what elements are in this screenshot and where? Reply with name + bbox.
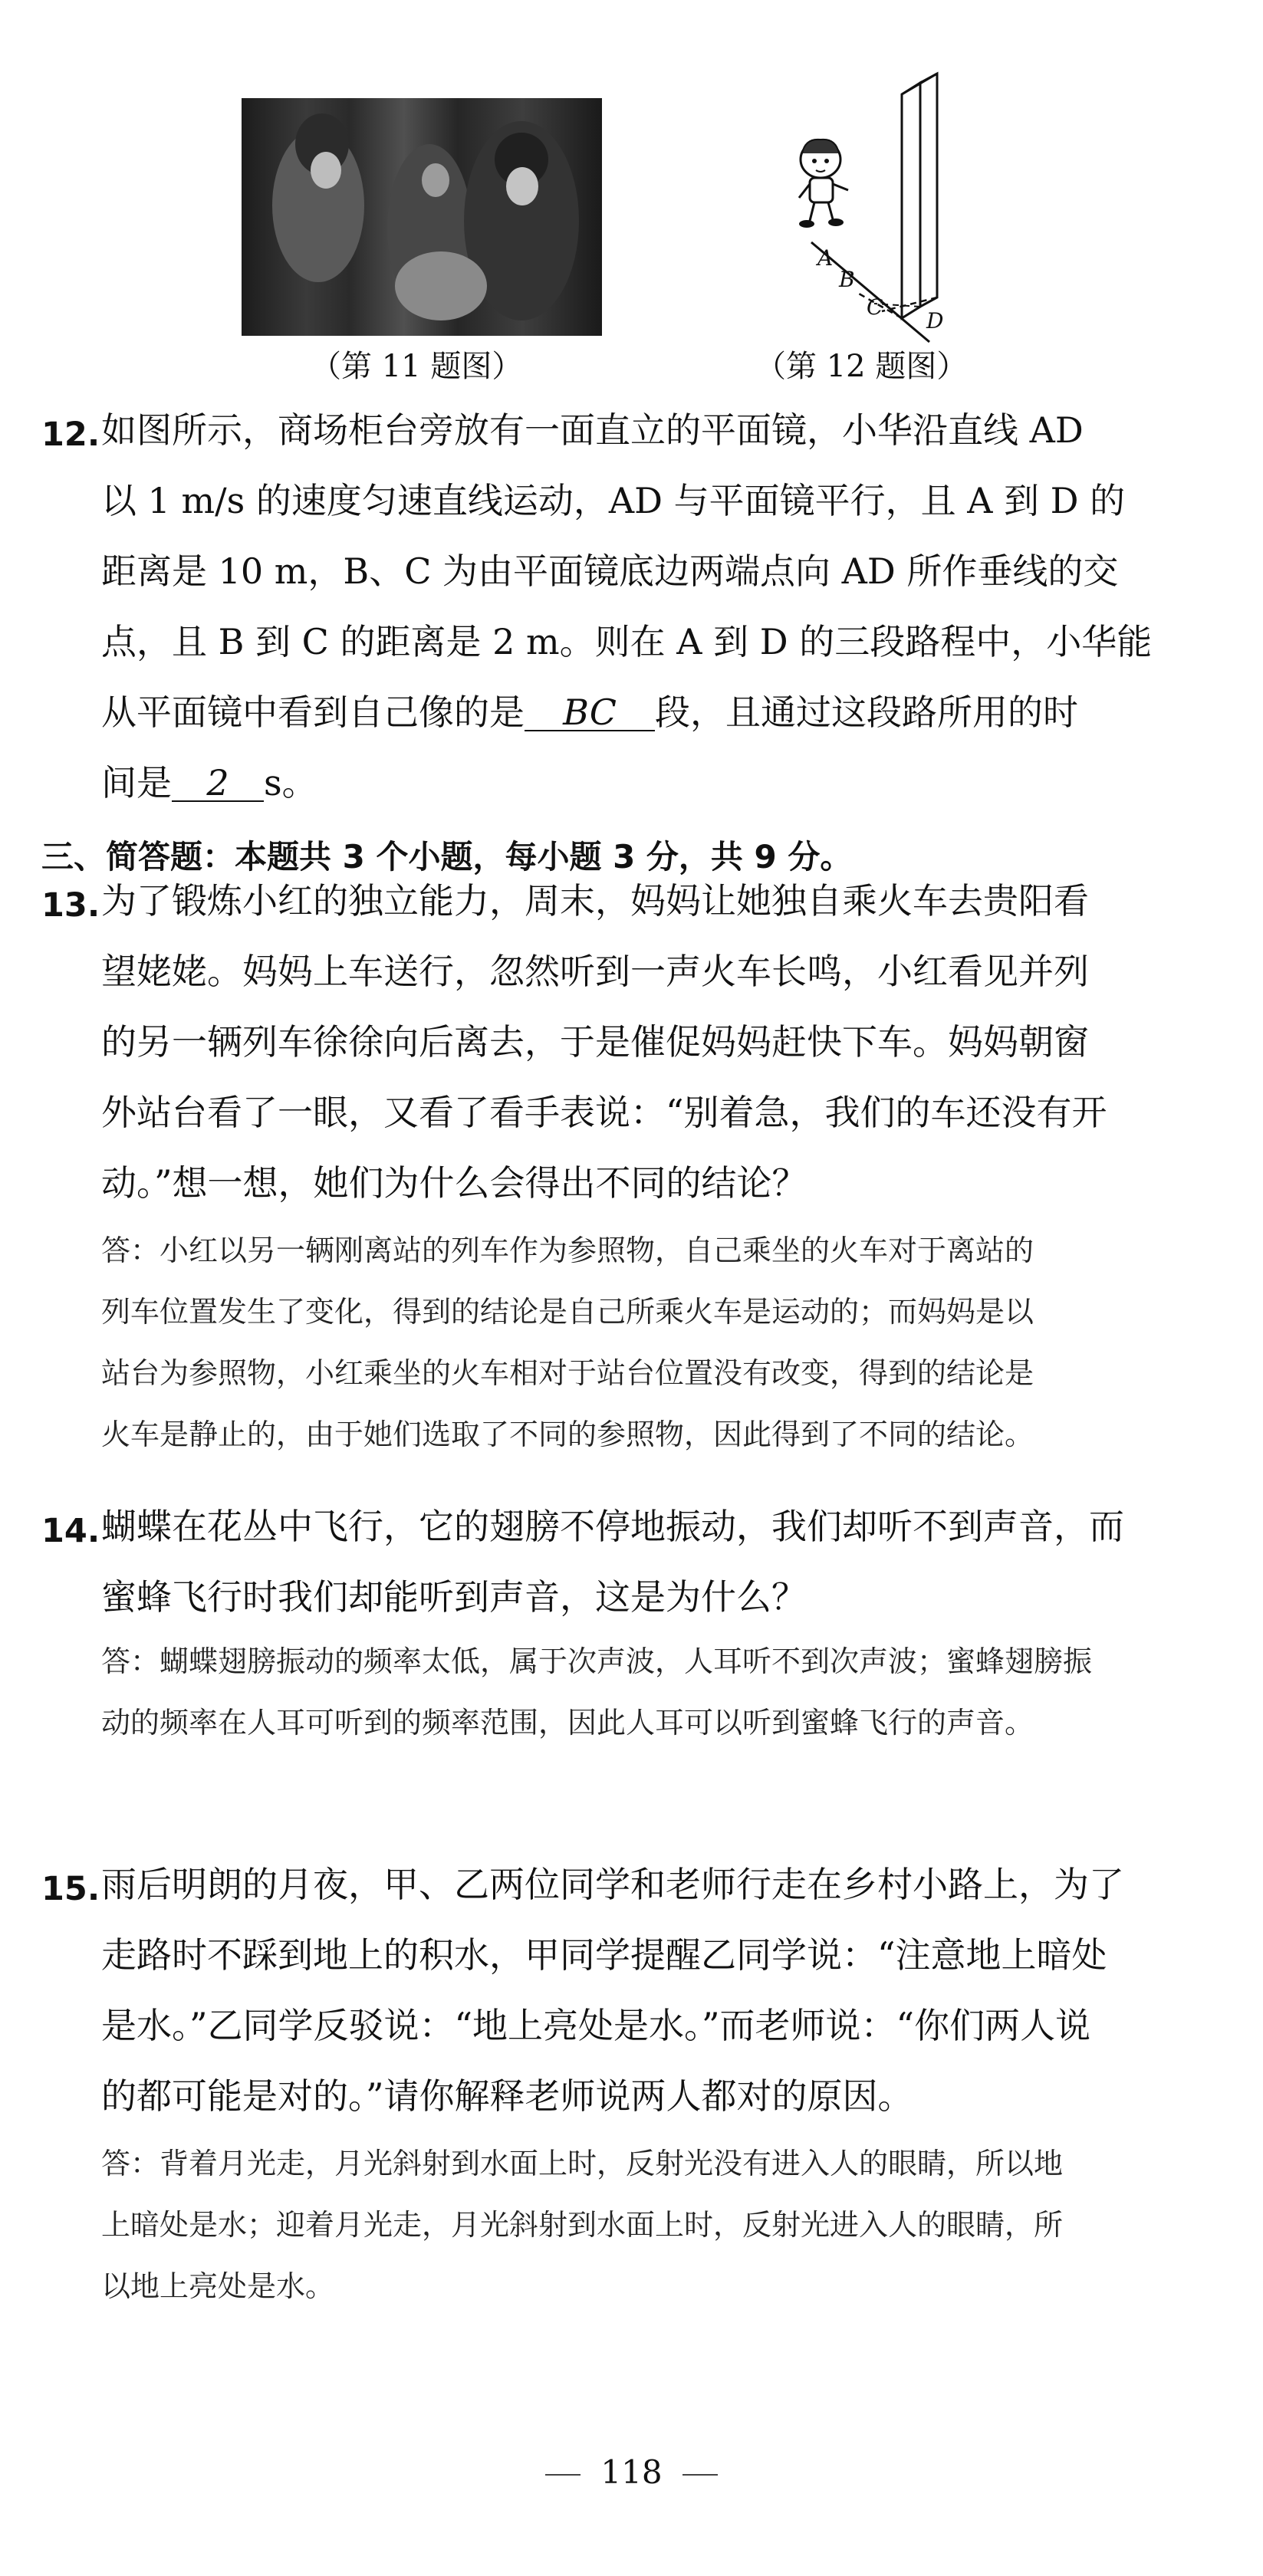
boy-figure [799, 140, 848, 228]
question-text-line: 雨后明朗的月夜，甲、乙两位同学和老师行走在乡村小路上，为了 [101, 1864, 1124, 1905]
question-number: 12. [41, 416, 100, 454]
question-text-line: 为了锻炼小红的独立能力，周末，妈妈让她独自乘火车去贵阳看 [101, 880, 1089, 922]
question-text-line [101, 762, 317, 803]
answer-blank: 2 [172, 765, 264, 802]
fig12-diagram [759, 67, 989, 351]
answer-line: 答：小红以另一辆刚离站的列车作为参照物，自己乘坐的火车对于离站的 [101, 1234, 1034, 1267]
question-text-line: 蝴蝶在花丛中飞行，它的翅膀不停地振动，我们却听不到声音，而 [101, 1506, 1124, 1547]
question-text-line [101, 692, 1078, 733]
text-segment: 段，且通过这段路所用的时 [655, 692, 1078, 733]
text-segment: 间是 [101, 762, 172, 803]
question-text-line: 距离是 10 m，B、C 为由平面镜底边两端点向 AD 所作垂线的交 [101, 550, 1119, 592]
answer-line: 答：背着月光走，月光斜射到水面上时，反射光没有进入人的眼睛，所以地 [101, 2147, 1064, 2180]
question-text-line: 如图所示，商场柜台旁放有一面直立的平面镜，小华沿直线 AD [101, 409, 1084, 451]
page-number-dash [682, 2474, 718, 2476]
answer-line: 列车位置发生了变化，得到的结论是自己所乘火车是运动的；而妈妈是以 [101, 1295, 1034, 1329]
text-segment: s。 [264, 762, 317, 803]
answer-line: 站台为参照物，小红乘坐的火车相对于站台位置没有改变，得到的结论是 [101, 1356, 1034, 1390]
answer-line: 火车是静止的，由于她们选取了不同的参照物，因此得到了不同的结论。 [101, 1418, 1034, 1451]
question-text-line: 走路时不踩到地上的积水，甲同学提醒乙同学说：“注意地上暗处 [101, 1934, 1107, 1976]
fig12-caption: （第 12 题图） [755, 349, 968, 384]
question-text-line: 动。”想一想，她们为什么会得出不同的结论？ [101, 1162, 807, 1204]
page-number-text: 118 [600, 2453, 663, 2491]
text-segment: 从平面镜中看到自己像的是 [101, 692, 525, 733]
fig11-caption: （第 11 题图） [311, 349, 523, 384]
label-a: A [817, 245, 834, 271]
page-number [0, 2453, 1263, 2491]
label-b: B [839, 267, 855, 292]
question-text-line: 的都可能是对的。”请你解释老师说两人都对的原因。 [101, 2075, 913, 2117]
question-text-line: 外站台看了一眼，又看了看手表说：“别着急，我们的车还没有开 [101, 1092, 1107, 1133]
answer-blank: BC [525, 695, 655, 731]
label-c: C [867, 294, 883, 320]
question-text-line: 是水。”乙同学反驳说：“地上亮处是水。”而老师说：“你们两人说 [101, 2005, 1091, 2046]
question-text-line: 蜜蜂飞行时我们却能听到声音，这是为什么？ [101, 1576, 807, 1618]
section-heading: 三、简答题：本题共 3 个小题，每小题 3 分，共 9 分。 [41, 838, 853, 876]
answer-line: 动的频率在人耳可听到的频率范围，因此人耳可以听到蜜蜂飞行的声音。 [101, 1706, 1034, 1740]
question-number: 14. [41, 1512, 100, 1550]
question-text-line: 望姥姥。妈妈上车送行，忽然听到一声火车长鸣，小红看见并列 [101, 951, 1089, 992]
question-text-line: 的另一辆列车徐徐向后离去，于是催促妈妈赶快下车。妈妈朝窗 [101, 1021, 1089, 1063]
question-text-line: 点，且 B 到 C 的距离是 2 m。则在 A 到 D 的三段路程中，小华能 [101, 621, 1153, 662]
label-d: D [926, 308, 944, 334]
question-number: 15. [41, 1870, 100, 1908]
answer-line: 答：蝴蝶翅膀振动的频率太低，属于次声波，人耳听不到次声波；蜜蜂翅膀振 [101, 1644, 1093, 1678]
answer-line: 上暗处是水；迎着月光走，月光斜射到水面上时，反射光进入人的眼睛，所 [101, 2208, 1064, 2242]
question-number: 13. [41, 886, 100, 925]
fig11-photo [242, 98, 602, 336]
question-text-line: 以 1 m/s 的速度匀速直线运动，AD 与平面镜平行，且 A 到 D 的 [101, 480, 1126, 521]
answer-line: 以地上亮处是水。 [101, 2269, 335, 2303]
page-number-dash [545, 2474, 581, 2476]
